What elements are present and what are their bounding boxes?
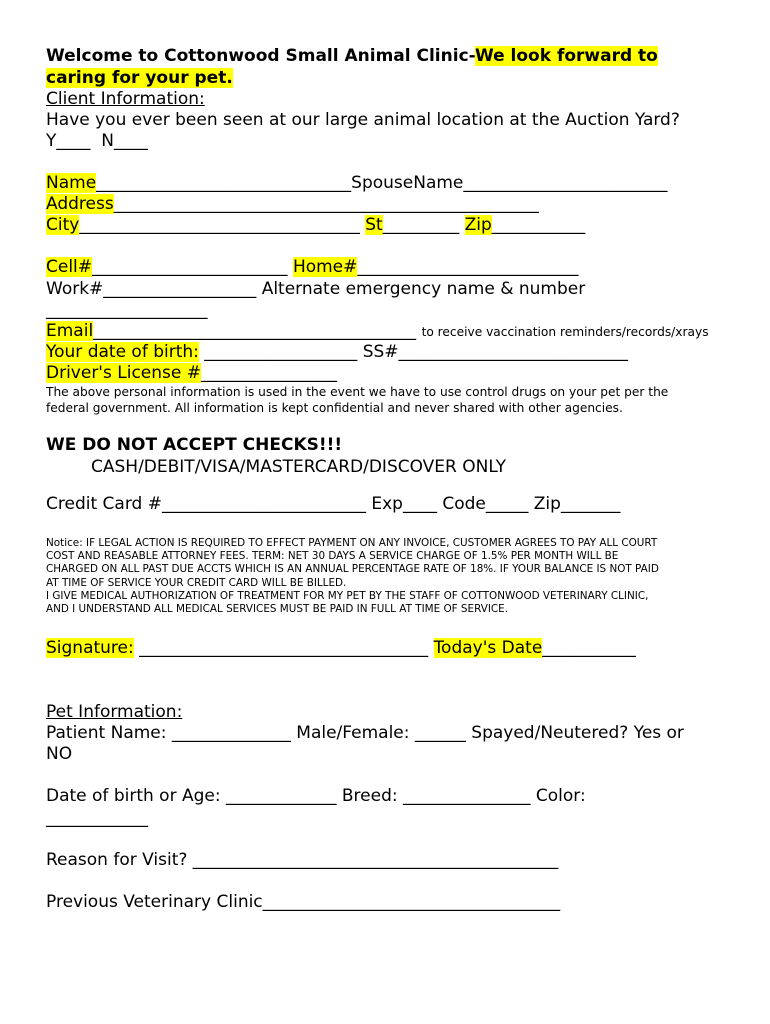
- todays-date-field[interactable]: ___________: [542, 638, 636, 658]
- form-title: [46, 46, 658, 67]
- zip-field[interactable]: ___________: [491, 215, 586, 235]
- reason-for-visit-row[interactable]: Reason for Visit? ___________________________________________: [46, 850, 559, 870]
- spouse-field[interactable]: ________________________: [463, 173, 668, 193]
- previous-clinic-row[interactable]: Previous Veterinary Clinic___________________________________: [46, 892, 561, 912]
- name-label: Name: [46, 173, 97, 193]
- name-row: [46, 173, 667, 194]
- pet-section-label: Pet Information:: [46, 702, 183, 722]
- email-field[interactable]: ______________________________________: [93, 321, 422, 341]
- dob-label: Your date of birth:: [46, 342, 199, 362]
- auction-yes-no-field[interactable]: Y____ N____: [46, 131, 148, 151]
- dob-ss-row: [46, 342, 628, 363]
- signature-field[interactable]: __________________________________: [133, 638, 434, 658]
- privacy-note-1: The above personal information is used in the event we have to use control drugs on your pet per the: [46, 385, 669, 399]
- address-row: [46, 194, 539, 215]
- legal-notice-5: I GIVE MEDICAL AUTHORIZATION OF TREATMENT FOR MY PET BY THE STAFF OF COTTONWOOD VETERINARY CLINIC,: [46, 590, 649, 602]
- work-emergency-row[interactable]: Work#__________________ Alternate emergency name & number: [46, 279, 586, 299]
- state-field[interactable]: _________: [382, 215, 465, 235]
- state-label: St: [365, 215, 383, 235]
- spouse-label: SpouseName: [351, 173, 464, 193]
- patient-row[interactable]: Patient Name: ______________ Male/Female: ______ Spayed/Neutered? Yes or: [46, 723, 684, 743]
- dob-ss-field[interactable]: __________________ SS#___________________________: [198, 342, 629, 362]
- legal-notice-2: COST AND REASABLE ATTORNEY FEES. TERM: NET 30 DAYS A SERVICE CHARGE OF 1.5% PER MONTH WILL BE: [46, 550, 619, 562]
- legal-notice-1: Notice: IF LEGAL ACTION IS REQUIRED TO EFFECT PAYMENT ON ANY INVOICE, CUSTOMER AGREES TO PAY ALL COURT: [46, 537, 658, 549]
- license-label: Driver's License #: [46, 363, 201, 383]
- address-field[interactable]: __________________________________________________: [113, 194, 539, 214]
- city-label: City: [46, 215, 80, 235]
- email-row: [46, 321, 709, 342]
- cell-label: Cell#: [46, 257, 93, 277]
- no-checks-heading: WE DO NOT ACCEPT CHECKS!!!: [46, 435, 343, 455]
- name-field[interactable]: ______________________________: [96, 173, 352, 193]
- privacy-note-2: federal government. All information is kept confidential and never shared with other agencies.: [46, 401, 623, 415]
- zip-label: Zip: [464, 215, 492, 235]
- accepted-payments: CASH/DEBIT/VISA/MASTERCARD/DISCOVER ONLY: [91, 457, 506, 477]
- cell-field[interactable]: _______________________: [92, 257, 293, 277]
- credit-card-row[interactable]: Credit Card #________________________ Exp____ Code_____ Zip_______: [46, 494, 621, 514]
- auction-question: Have you ever been seen at our large animal location at the Auction Yard?: [46, 110, 680, 130]
- signature-row: [46, 638, 636, 659]
- legal-notice-4: AT TIME OF SERVICE YOUR CREDIT CARD WILL BE BILLED.: [46, 577, 347, 589]
- city-row: [46, 215, 585, 236]
- legal-notice-6: AND I UNDERSTAND ALL MEDICAL SERVICES MUST BE PAID IN FULL AT TIME OF SERVICE.: [46, 603, 509, 615]
- patient-row-continued: NO: [46, 744, 73, 764]
- email-label: Email: [46, 321, 94, 341]
- title-highlight-2: caring for your pet.: [46, 68, 233, 88]
- license-field[interactable]: ________________: [200, 363, 337, 383]
- title-highlight: We look forward to: [474, 46, 658, 66]
- legal-notice-3: CHARGED ON ALL PAST DUE ACCTS WHICH IS AN ANNUAL PERCENTAGE RATE OF 18%. IF YOUR BALANCE IS NOT PAID: [46, 563, 659, 575]
- todays-date-label: Today's Date: [433, 638, 543, 658]
- home-label: Home#: [292, 257, 358, 277]
- client-section-label: Client Information:: [46, 89, 205, 109]
- title-plain: Welcome to Cottonwood Small Animal Clinic-: [46, 46, 475, 66]
- email-note: to receive vaccination reminders/records/xrays: [421, 325, 709, 339]
- color-field[interactable]: ____________: [46, 808, 148, 828]
- emergency-contact-field[interactable]: ___________________: [46, 300, 208, 320]
- dob-breed-color-row[interactable]: Date of birth or Age: _____________ Breed: _______________ Color:: [46, 786, 586, 806]
- license-row: [46, 363, 337, 384]
- signature-label: Signature:: [46, 638, 134, 658]
- address-label: Address: [46, 194, 114, 214]
- city-field[interactable]: _________________________________: [79, 215, 366, 235]
- home-field[interactable]: __________________________: [357, 257, 579, 277]
- form-title-line-2: [46, 68, 233, 89]
- phone-row: [46, 257, 578, 278]
